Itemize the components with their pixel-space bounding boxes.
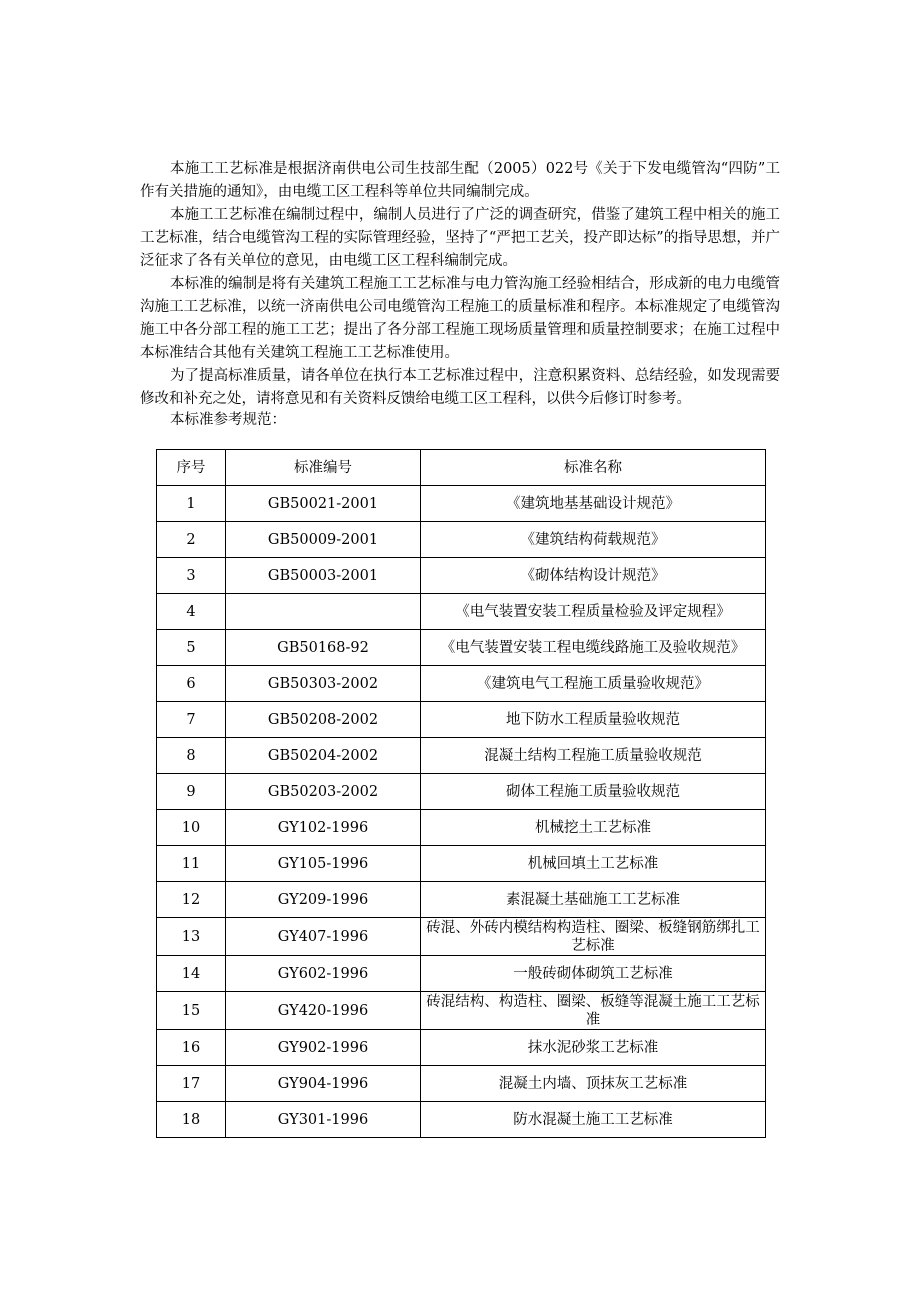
row-standard-name: 机械挖土工艺标准 xyxy=(421,810,766,846)
row-standard-name: 混凝土结构工程施工质量验收规范 xyxy=(421,738,766,774)
row-standard-name: 砌体工程施工质量验收规范 xyxy=(421,774,766,810)
table-row xyxy=(157,486,766,522)
row-standard-name: 《电气装置安装工程质量检验及评定规程》 xyxy=(421,594,766,630)
row-standard-code: GB50021-2001 xyxy=(226,486,421,522)
preface-paragraph-2: 本施工工艺标准在编制过程中，编制人员进行了广泛的调查研究，借鉴了建筑工程中相关的施工工艺标准，结合电缆管沟工程的实际管理经验，坚持了“严把工艺关，投产即达标”的指导思想，并广泛征求了各有关单位的意见，由电缆工区工程科编制完成。 xyxy=(140,207,780,269)
row-standard-code: GY209-1996 xyxy=(226,882,421,918)
table-row xyxy=(157,992,766,1030)
row-standard-code xyxy=(226,594,421,630)
row-number: 1 xyxy=(157,486,226,522)
row-standard-name: 防水混凝土施工工艺标准 xyxy=(421,1102,766,1138)
row-standard-code: GY301-1996 xyxy=(226,1102,421,1138)
row-standard-name: 《电气装置安装工程电缆线路施工及验收规范》 xyxy=(421,630,766,666)
row-standard-name: 《建筑地基基础设计规范》 xyxy=(421,486,766,522)
table-row xyxy=(157,1066,766,1102)
table-row xyxy=(157,630,766,666)
row-standard-code: GY902-1996 xyxy=(226,1030,421,1066)
row-number: 8 xyxy=(157,738,226,774)
table-row xyxy=(157,956,766,992)
row-number: 18 xyxy=(157,1102,226,1138)
row-standard-code: GY602-1996 xyxy=(226,956,421,992)
row-standard-name: 混凝土内墙、顶抹灰工艺标准 xyxy=(421,1066,766,1102)
row-standard-code: GB50204-2002 xyxy=(226,738,421,774)
row-number: 4 xyxy=(157,594,226,630)
row-standard-code: GB50203-2002 xyxy=(226,774,421,810)
row-number: 9 xyxy=(157,774,226,810)
table-row xyxy=(157,522,766,558)
row-standard-name: 砖混、外砖内模结构构造柱、圈梁、板缝钢筋绑扎工艺标准 xyxy=(421,918,766,956)
row-standard-name: 《建筑电气工程施工质量验收规范》 xyxy=(421,666,766,702)
preface-text xyxy=(140,158,780,429)
table-row xyxy=(157,666,766,702)
preface-paragraph-3: 本标准的编制是将有关建筑工程施工工艺标准与电力管沟施工经验相结合，形成新的电力电缆管沟施工工艺标准，以统一济南供电公司电缆管沟工程施工的质量标准和程序。本标准规定了电缆管沟施工中各分部工程的施工工艺；提出了各分部工程施工现场质量管理和质量控制要求；在施工过程中本标准结合其他有关建筑工程施工工艺标准使用。 xyxy=(140,276,780,361)
row-number: 3 xyxy=(157,558,226,594)
table-header-row xyxy=(157,450,766,486)
row-standard-name: 素混凝土基础施工工艺标准 xyxy=(421,882,766,918)
reference-heading: 本标准参考规范： xyxy=(170,412,286,428)
table-row xyxy=(157,1102,766,1138)
row-number: 14 xyxy=(157,956,226,992)
table-row xyxy=(157,918,766,956)
header-standard-name: 标准名称 xyxy=(421,450,766,486)
table-row xyxy=(157,738,766,774)
row-number: 13 xyxy=(157,918,226,956)
row-standard-code: GY105-1996 xyxy=(226,846,421,882)
row-number: 12 xyxy=(157,882,226,918)
row-standard-code: GB50208-2002 xyxy=(226,702,421,738)
row-standard-code: GB50009-2001 xyxy=(226,522,421,558)
row-standard-code: GY904-1996 xyxy=(226,1066,421,1102)
row-number: 5 xyxy=(157,630,226,666)
row-number: 10 xyxy=(157,810,226,846)
table-row xyxy=(157,774,766,810)
row-standard-code: GY102-1996 xyxy=(226,810,421,846)
preface-paragraph-4: 为了提高标准质量，请各单位在执行本工艺标准过程中，注意积累资料、总结经验，如发现需要修改和补充之处，请将意见和有关资料反馈给电缆工区工程科，以供今后修订时参考。 xyxy=(140,368,780,407)
row-number: 16 xyxy=(157,1030,226,1066)
row-number: 11 xyxy=(157,846,226,882)
table-row xyxy=(157,882,766,918)
row-number: 2 xyxy=(157,522,226,558)
row-number: 6 xyxy=(157,666,226,702)
row-number: 7 xyxy=(157,702,226,738)
row-standard-name: 《砌体结构设计规范》 xyxy=(421,558,766,594)
reference-standards-table xyxy=(156,449,766,1138)
table-row xyxy=(157,846,766,882)
row-standard-name: 一般砖砌体砌筑工艺标准 xyxy=(421,956,766,992)
row-standard-code: GY420-1996 xyxy=(226,992,421,1030)
table-row xyxy=(157,1030,766,1066)
row-standard-code: GB50303-2002 xyxy=(226,666,421,702)
header-number: 序号 xyxy=(157,450,226,486)
row-standard-name: 抹水泥砂浆工艺标准 xyxy=(421,1030,766,1066)
row-standard-code: GB50003-2001 xyxy=(226,558,421,594)
row-standard-name: 地下防水工程质量验收规范 xyxy=(421,702,766,738)
table-row xyxy=(157,702,766,738)
row-standard-code: GY407-1996 xyxy=(226,918,421,956)
table-row xyxy=(157,594,766,630)
table-row xyxy=(157,810,766,846)
row-number: 15 xyxy=(157,992,226,1030)
row-standard-name: 机械回填土工艺标准 xyxy=(421,846,766,882)
row-standard-code: GB50168-92 xyxy=(226,630,421,666)
row-standard-name: 《建筑结构荷载规范》 xyxy=(421,522,766,558)
row-standard-name: 砖混结构、构造柱、圈梁、板缝等混凝土施工工艺标准 xyxy=(421,992,766,1030)
preface-paragraph-1: 本施工工艺标准是根据济南供电公司生技部生配（2005）022号《关于下发电缆管沟“四防”工作有关措施的通知》，由电缆工区工程科等单位共同编制完成。 xyxy=(140,161,780,200)
header-standard-code: 标准编号 xyxy=(226,450,421,486)
row-number: 17 xyxy=(157,1066,226,1102)
table-row xyxy=(157,558,766,594)
